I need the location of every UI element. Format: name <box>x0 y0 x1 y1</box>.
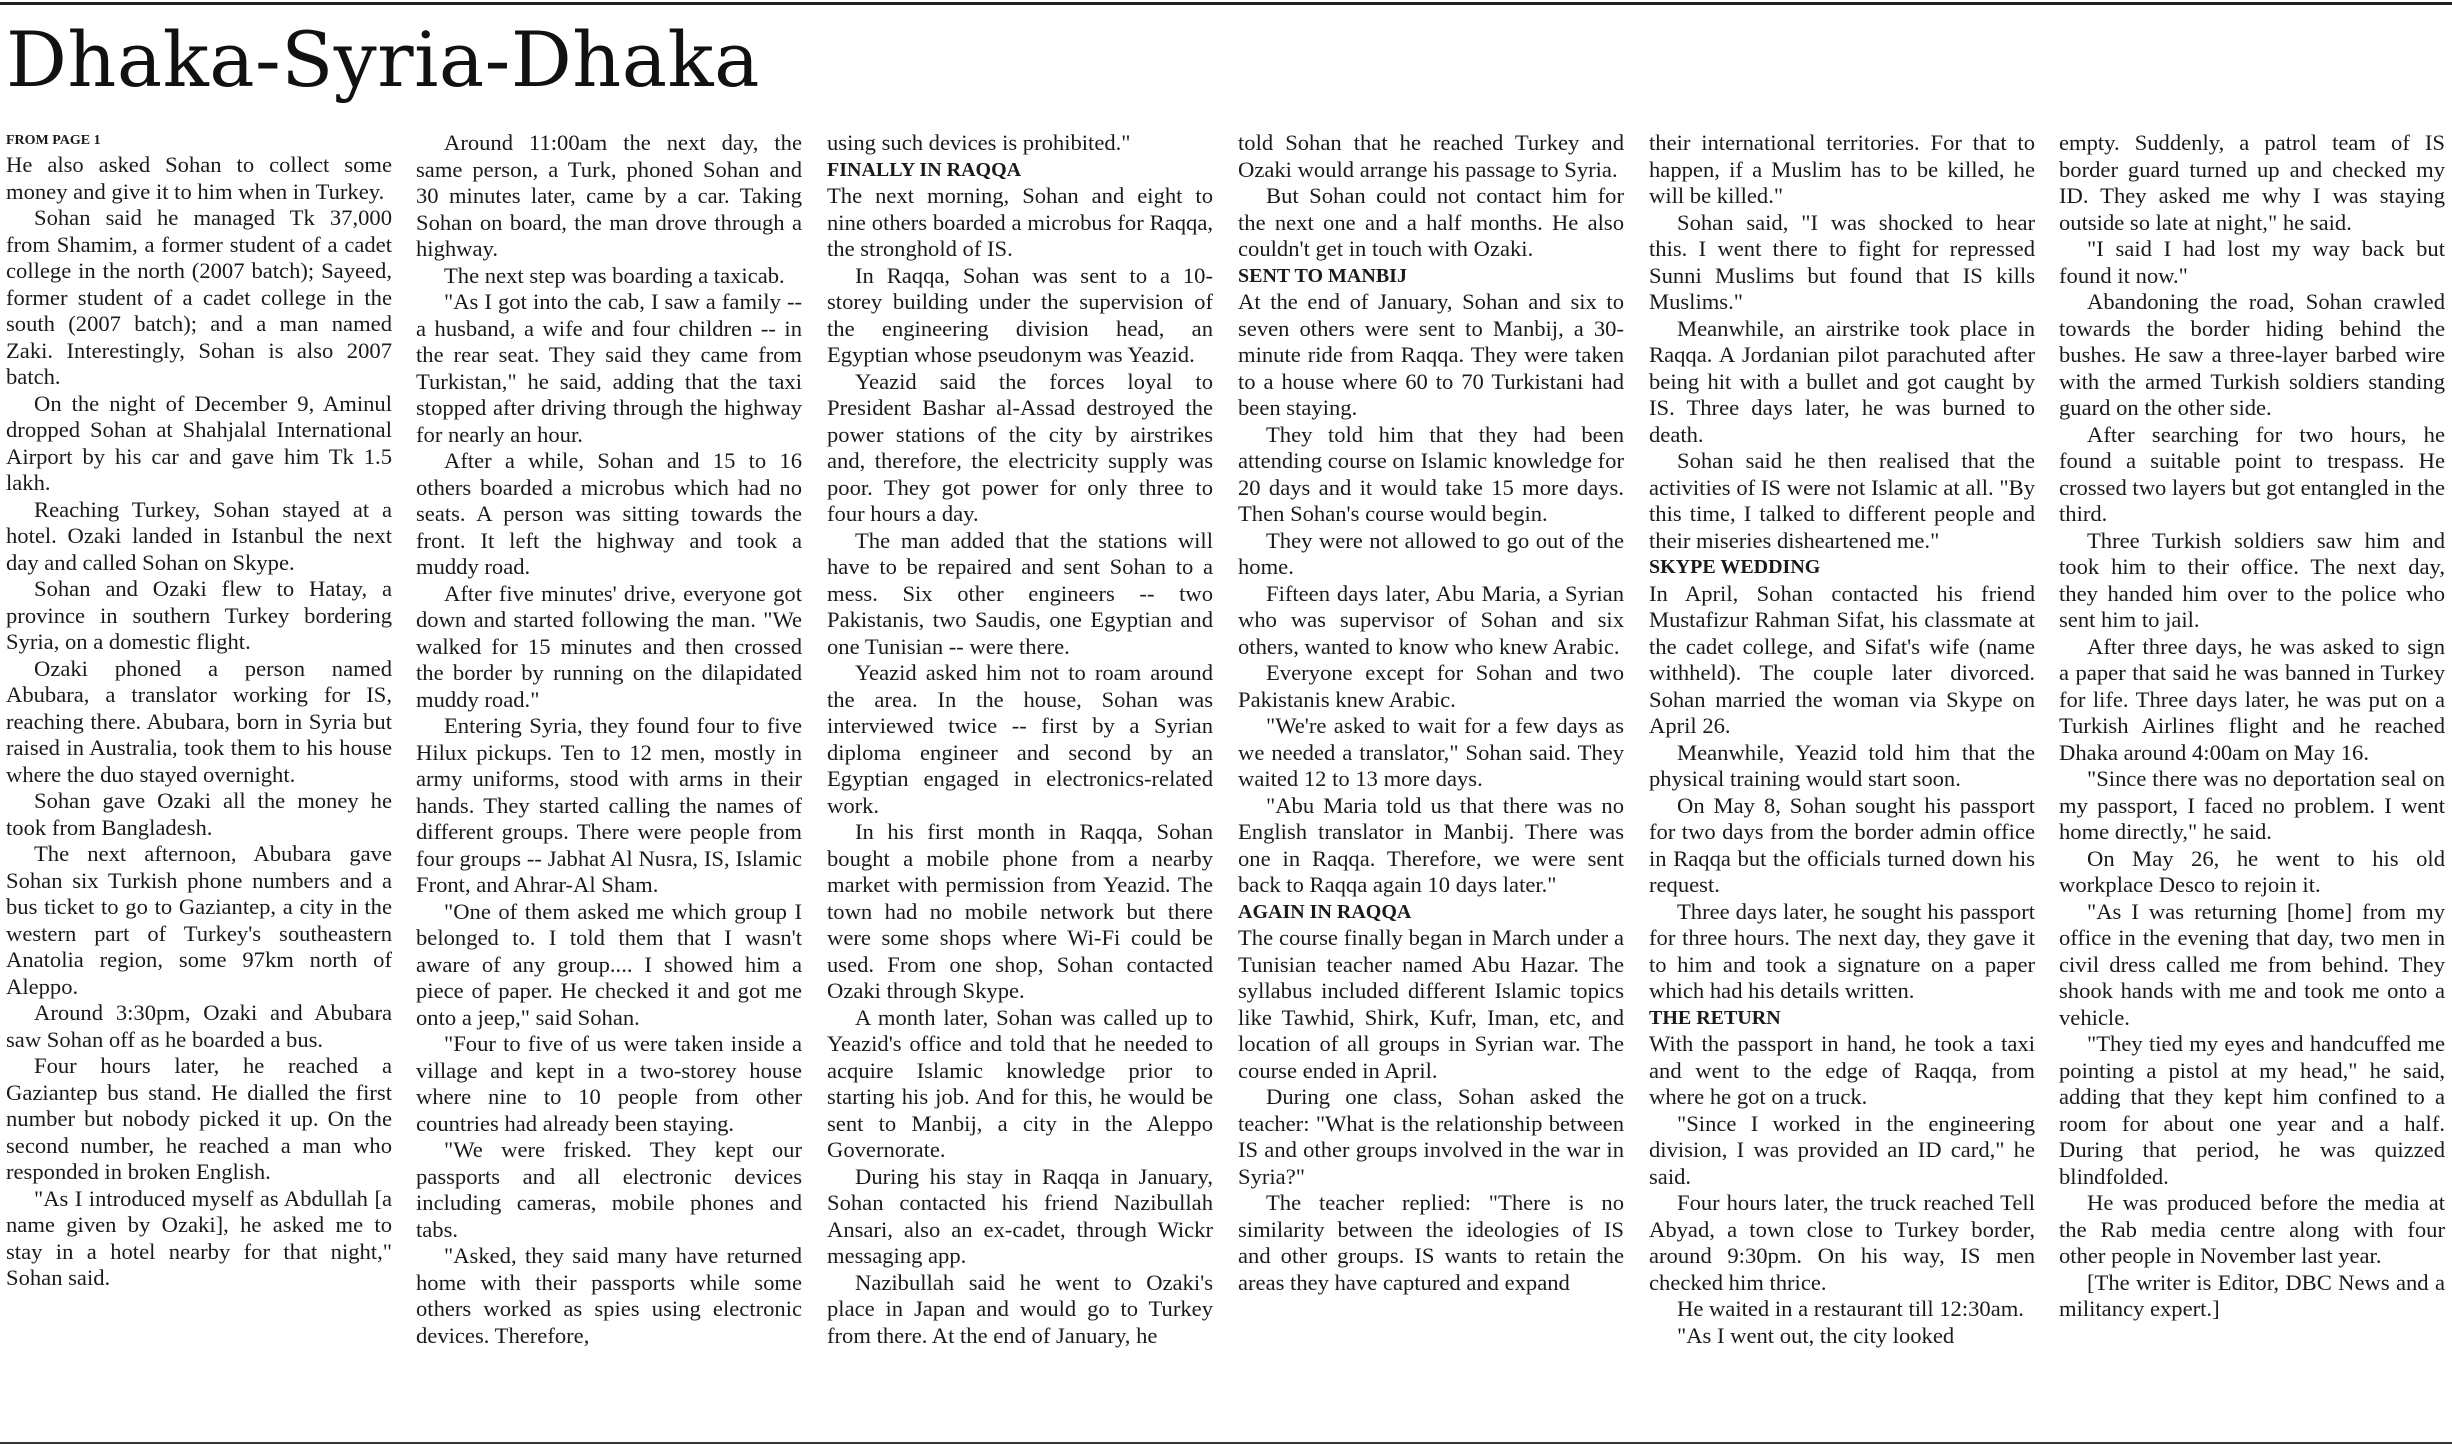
paragraph: "I said I had lost my way back but found it now." <box>2059 236 2445 288</box>
paragraph: Around 11:00am the next day, the same person, a Turk, phoned Sohan and 30 minutes later, came by a car. Taking Sohan on board, the man drove through a highway. <box>416 130 802 261</box>
paragraph: After three days, he was asked to sign a paper that said he was banned in Turkey for life. Three days later, he was put on a Turkish Airlines flight and he reached Dhaka around 4:00am on May 16. <box>2059 633 2445 765</box>
headline: Dhaka-Syria-Dhaka <box>6 15 760 104</box>
paragraph: Everyone except for Sohan and two Pakistanis knew Arabic. <box>1238 660 1624 712</box>
paragraph: Meanwhile, an airstrike took place in Raqqa. A Jordanian pilot parachuted after being hit with a bullet and got caught by IS. Three days later, he was burned to death. <box>1649 315 2035 447</box>
paragraph: The course finally began in March under a Tunisian teacher named Abu Hazar. The syllabus included different Islamic topics like Tawhid, Shirk, Kufr, Iman, etc, and location of all groups in Syrian war. The course ended in April. <box>1238 925 1624 1083</box>
paragraph: Sohan said he then realised that the activities of IS were not Islamic at all. "By this time, I talked to different people and their miseries disheartened me." <box>1649 448 2035 553</box>
paragraph: During his stay in Raqqa in January, Sohan contacted his friend Nazibullah Ansari, also an ex-cadet, through Wickr messaging app. <box>827 1163 1213 1268</box>
bottom-rule <box>0 1442 2452 1444</box>
paragraph: On the night of December 9, Aminul dropped Sohan at Shahjalal International Airport by his car and gave him Tk 1.5 lakh. <box>6 390 392 495</box>
paragraph: "Since I worked in the engineering division, I was provided an ID card," he said. <box>1649 1110 2035 1189</box>
paragraph: "We're asked to wait for a few days as we needed a translator," Sohan said. They waited 12 to 13 more days. <box>1238 713 1624 791</box>
paragraph: They told him that they had been attending course on Islamic knowledge for 20 days and it would take 15 more days. Then Sohan's course would begin. <box>1238 421 1624 526</box>
paragraph: "One of them asked me which group I belonged to. I told them that I wasn't aware of any group.... I showed him a piece of paper. He checked it and got me onto a jeep," said Sohan. <box>416 898 802 1030</box>
paragraph: empty. Suddenly, a patrol team of IS border guard turned up and checked my ID. They asked me why I was staying outside so late at night," he said. <box>2059 130 2445 235</box>
paragraph: Sohan gave Ozaki all the money he took from Bangladesh. <box>6 788 392 840</box>
paragraph: Four hours later, the truck reached Tell Abyad, a town close to Turkey border, around 9:30pm. On his way, IS men checked him thrice. <box>1649 1190 2035 1295</box>
paragraph: Fifteen days later, Abu Maria, a Syrian who was supervisor of Sohan and six others, wanted to know who knew Arabic. <box>1238 580 1624 659</box>
paragraph: "Four to five of us were taken inside a village and kept in a two-storey house where nine to 10 people from other countries had already been staying. <box>416 1031 802 1136</box>
paragraph: "Asked, they said many have returned home with their passports while some others worked as spies using electronic devices. Therefore, <box>416 1243 802 1348</box>
paragraph: After a while, Sohan and 15 to 16 others boarded a microbus which had no seats. A person was sitting towards the front. It left the highway and took a muddy road. <box>416 448 802 579</box>
paragraph: In Raqqa, Sohan was sent to a 10-storey building under the supervision of the engineering division head, an Egyptian whose pseudonym was Yeazid. <box>827 262 1213 367</box>
paragraph: "As I introduced myself as Abdullah [a name given by Ozaki], he asked me to stay in a hotel nearby for that night," Sohan said. <box>6 1185 392 1290</box>
paragraph: In his first month in Raqqa, Sohan bought a mobile phone from a nearby market with permission from Yeazid. The town had no mobile network but there were some shops where Wi-Fi could be used. From one shop, Sohan contacted Ozaki through Skype. <box>827 819 1213 1003</box>
paragraph: using such devices is prohibited." <box>827 130 1131 155</box>
paragraph: "As I was returning [home] from my office in the evening that day, two men in civil dress called me from behind. They shook hands with me and took me onto a vehicle. <box>2059 898 2445 1030</box>
paragraph: "We were frisked. They kept our passports and all electronic devices including cameras, mobile phones and tabs. <box>416 1137 802 1242</box>
paragraph: After five minutes' drive, everyone got down and started following the man. "We walked for 15 minutes and then crossed the border by running on the dilapidated muddy road." <box>416 580 802 712</box>
paragraph: But Sohan could not contact him for the next one and a half months. He also couldn't get in touch with Ozaki. <box>1238 183 1624 261</box>
paragraph: He waited in a restaurant till 12:30am. <box>1677 1296 2024 1321</box>
paragraph: At the end of January, Sohan and six to seven others were sent to Manbij, a 30-minute ride from Raqqa. They were taken to a house where 60 to 70 Turkistani had been staying. <box>1238 289 1624 420</box>
paragraph: They were not allowed to go out of the home. <box>1238 527 1624 579</box>
paragraph: The next afternoon, Abubara gave Sohan six Turkish phone numbers and a bus ticket to go to Gaziantep, a city in the western part of Turkey's southeastern Anatolia region, some 97km north of Aleppo. <box>6 841 392 999</box>
section-heading: SENT TO MANBIJ <box>1238 264 1407 287</box>
article-column-2 <box>416 130 802 1436</box>
paragraph: Sohan said, "I was shocked to hear this. I went there to fight for repressed Sunni Muslims but found that IS kills Muslims." <box>1649 209 2035 314</box>
paragraph: [The writer is Editor, DBC News and a militancy expert.] <box>2059 1269 2445 1321</box>
article-column-6 <box>2059 130 2445 1436</box>
paragraph: Entering Syria, they found four to five Hilux pickups. Ten to 12 men, mostly in army uniforms, stood with arms in their hands. They started calling the names of different groups. There were people from four groups -- Jabhat Al Nusra, IS, Islamic Front, and Ahrar-Al Sham. <box>416 713 802 897</box>
article-column-4 <box>1238 130 1624 1436</box>
paragraph: The next step was boarding a taxicab. <box>444 262 785 288</box>
paragraph: The man added that the stations will have to be repaired and sent Sohan to a mess. Six other engineers -- two Pakistanis, two Saudis, one Egyptian and one Tunisian -- were there. <box>827 527 1213 659</box>
paragraph: "Since there was no deportation seal on my passport, I faced no problem. I went home directly," he said. <box>2059 766 2445 844</box>
article-column-1 <box>6 130 392 1436</box>
paragraph: On May 8, Sohan sought his passport for two days from the border admin office in Raqqa but the officials turned down his request. <box>1649 792 2035 897</box>
article-column-3 <box>827 130 1213 1436</box>
section-heading: SKYPE WEDDING <box>1649 556 1821 578</box>
paragraph: Ozaki phoned a person named Abubara, a translator working for IS, reaching there. Abubara, born in Syria but raised in Australia, took them to his house where the duo stayed overnight. <box>6 655 392 787</box>
paragraph: On May 26, he went to his old workplace Desco to rejoin it. <box>2059 845 2445 897</box>
from-page-label: FROM PAGE 1 <box>6 133 101 148</box>
paragraph: Three days later, he sought his passport for three hours. The next day, they gave it to him and took a signature on a paper which had his details written. <box>1649 898 2035 1003</box>
paragraph: Sohan and Ozaki flew to Hatay, a province in southern Turkey bordering Syria, on a domestic flight. <box>6 576 392 654</box>
paragraph: Around 3:30pm, Ozaki and Abubara saw Sohan off as he boarded a bus. <box>6 1000 392 1052</box>
section-heading: THE RETURN <box>1649 1006 1781 1029</box>
paragraph: Meanwhile, Yeazid told him that the physical training would start soon. <box>1649 739 2035 791</box>
paragraph: He was produced before the media at the Rab media centre along with four other people in November last year. <box>2059 1190 2445 1268</box>
paragraph: After searching for two hours, he found a suitable point to trespass. He crossed two layers but got entangled in the third. <box>2059 421 2445 526</box>
section-heading: AGAIN IN RAQQA <box>1238 900 1412 923</box>
paragraph: "Abu Maria told us that there was no English translator in Manbij. There was one in Raqqa. Therefore, we were sent back to Raqqa again 10 days later." <box>1238 792 1624 897</box>
paragraph: The teacher replied: "There is no similarity between the ideologies of IS and other groups. IS wants to retain the areas they have captured and expand <box>1238 1190 1624 1295</box>
paragraph: He also asked Sohan to collect some money and give it to him when in Turkey. <box>6 152 392 204</box>
paragraph: their international territories. For that to happen, if a Muslim has to be killed, he will be killed." <box>1649 130 2035 208</box>
paragraph: Yeazid asked him not to roam around the area. In the house, Sohan was interviewed twice -- first by a Syrian diploma engineer and second by an Egyptian engaged in electronics-related work. <box>827 660 1213 818</box>
paragraph: With the passport in hand, he took a taxi and went to the edge of Raqqa, from where he got on a truck. <box>1649 1031 2035 1109</box>
paragraph: Three Turkish soldiers saw him and took him to their office. The next day, they handed him over to the police who sent him to jail. <box>2059 527 2445 632</box>
paragraph: Nazibullah said he went to Ozaki's place in Japan and would go to Turkey from there. At the end of January, he <box>827 1269 1213 1348</box>
paragraph: told Sohan that he reached Turkey and Ozaki would arrange his passage to Syria. <box>1238 130 1624 182</box>
paragraph: Abandoning the road, Sohan crawled towards the border hiding behind the bushes. He saw a three-layer barbed wire with the armed Turkish soldiers standing guard on the other side. <box>2059 289 2445 420</box>
article-column-5 <box>1649 130 2035 1436</box>
paragraph: "As I went out, the city looked <box>1677 1322 1955 1348</box>
paragraph: "As I got into the cab, I saw a family -- a husband, a wife and four children -- in the rear seat. They said they came from Turkistan," he said, adding that the taxi stopped after driving through the highway for nearly an hour. <box>416 289 802 447</box>
paragraph: In April, Sohan contacted his friend Mustafizur Rahman Sifat, his classmate at the cadet college, and Sifat's wife (name withheld). The couple later divorced. Sohan married the woman via Skype on April 26. <box>1649 580 2035 738</box>
paragraph: A month later, Sohan was called up to Yeazid's office and told that he needed to acquire Islamic knowledge prior to starting his job. And for this, he would be sent to Manbij, a city in the Aleppo Governorate. <box>827 1004 1213 1162</box>
paragraph: Yeazid said the forces loyal to President Bashar al-Assad destroyed the power stations of the city by airstrikes and, therefore, the electricity supply was poor. They got power for only three to four hours a day. <box>827 368 1213 526</box>
paragraph: The next morning, Sohan and eight to nine others boarded a microbus for Raqqa, the stronghold of IS. <box>827 183 1213 261</box>
paragraph: Four hours later, he reached a Gaziantep bus stand. He dialled the first number but nobody picked it up. On the second number, he reached a man who responded in broken English. <box>6 1053 392 1184</box>
paragraph: Reaching Turkey, Sohan stayed at a hotel. Ozaki landed in Istanbul the next day and called Sohan on Skype. <box>6 496 392 575</box>
top-rule <box>0 2 2452 5</box>
paragraph: "They tied my eyes and handcuffed me pointing a pistol at my head," he said, adding that they kept him confined to a room for about one year and a half. During that period, he was quizzed blindfolded. <box>2059 1031 2445 1189</box>
paragraph: During one class, Sohan asked the teacher: "What is the relationship between IS and other groups involved in the war in Syria?" <box>1238 1084 1624 1189</box>
paragraph: Sohan said he managed Tk 37,000 from Shamim, a former student of a cadet college in the north (2007 batch); Sayeed, former student of a cadet college in the south (2007 batch); and a man named Zaki. Interestingly, Sohan is also 2007 batch. <box>6 205 392 389</box>
section-heading: FINALLY IN RAQQA <box>827 158 1022 181</box>
